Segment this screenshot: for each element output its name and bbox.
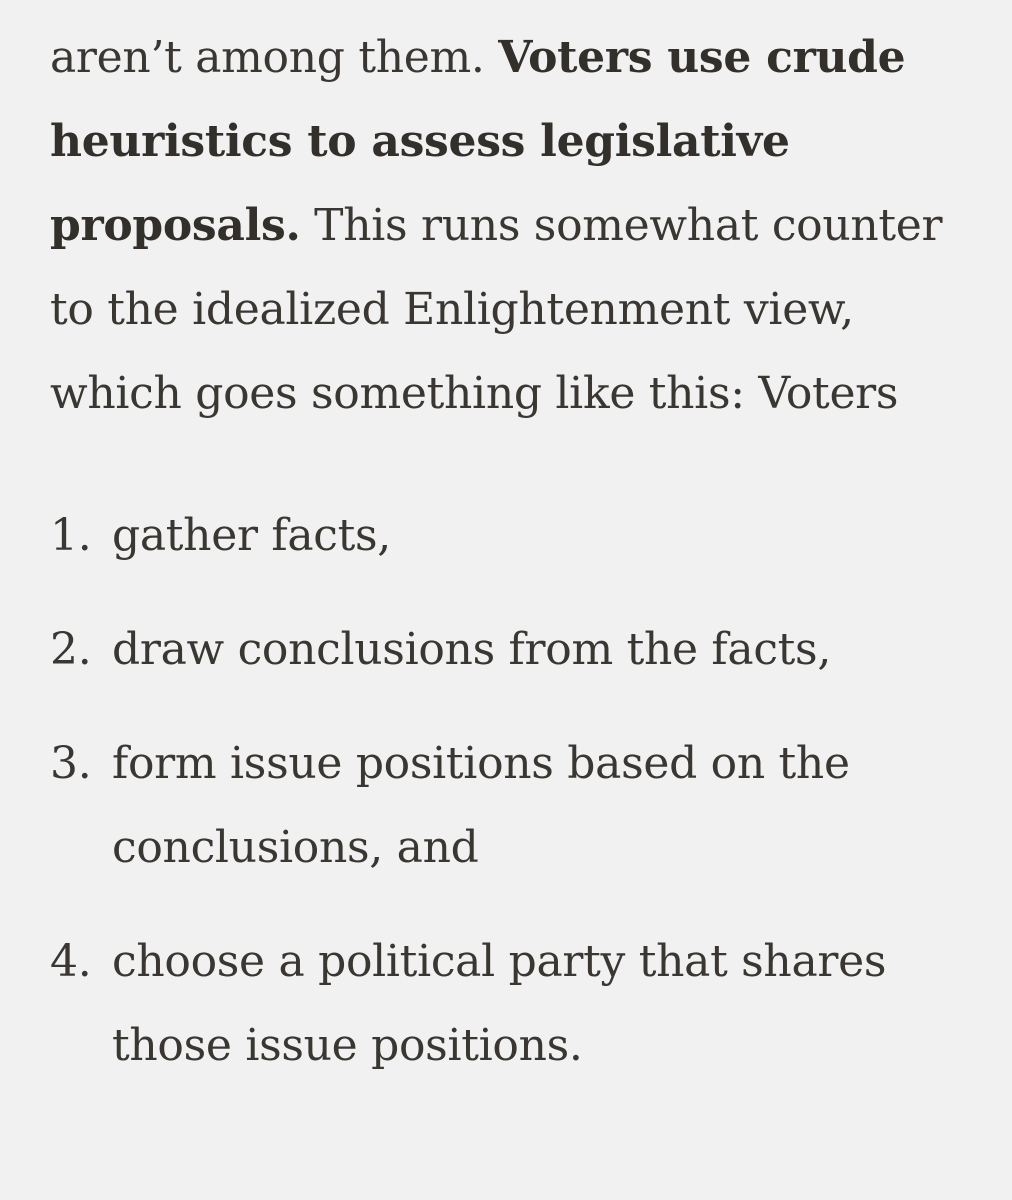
list-item: [50, 722, 950, 890]
intro-bold-text: Voters use crude heuristics to assess legislative proposals.: [50, 32, 906, 251]
steps-list: [50, 494, 950, 1088]
intro-rest-text: This runs somewhat counter to the idealized Enlightenment view, which goes something like this: Voters: [50, 200, 943, 419]
intro-plain-text: aren’t among them.: [50, 32, 499, 83]
list-item: [50, 608, 950, 692]
list-item: [50, 494, 950, 578]
list-item-number: 3.: [50, 738, 92, 789]
list-item-text: form issue positions based on the conclusions, and: [112, 738, 850, 873]
list-item-text: gather facts,: [112, 510, 391, 561]
list-item-number: 4.: [50, 936, 92, 987]
list-item: [50, 920, 950, 1088]
article-body: [50, 16, 950, 1118]
list-item-text: draw conclusions from the facts,: [112, 624, 832, 675]
list-item-text: choose a political party that shares those issue positions.: [112, 936, 887, 1071]
list-item-number: 1.: [50, 510, 92, 561]
intro-paragraph: [50, 16, 950, 436]
list-item-number: 2.: [50, 624, 92, 675]
